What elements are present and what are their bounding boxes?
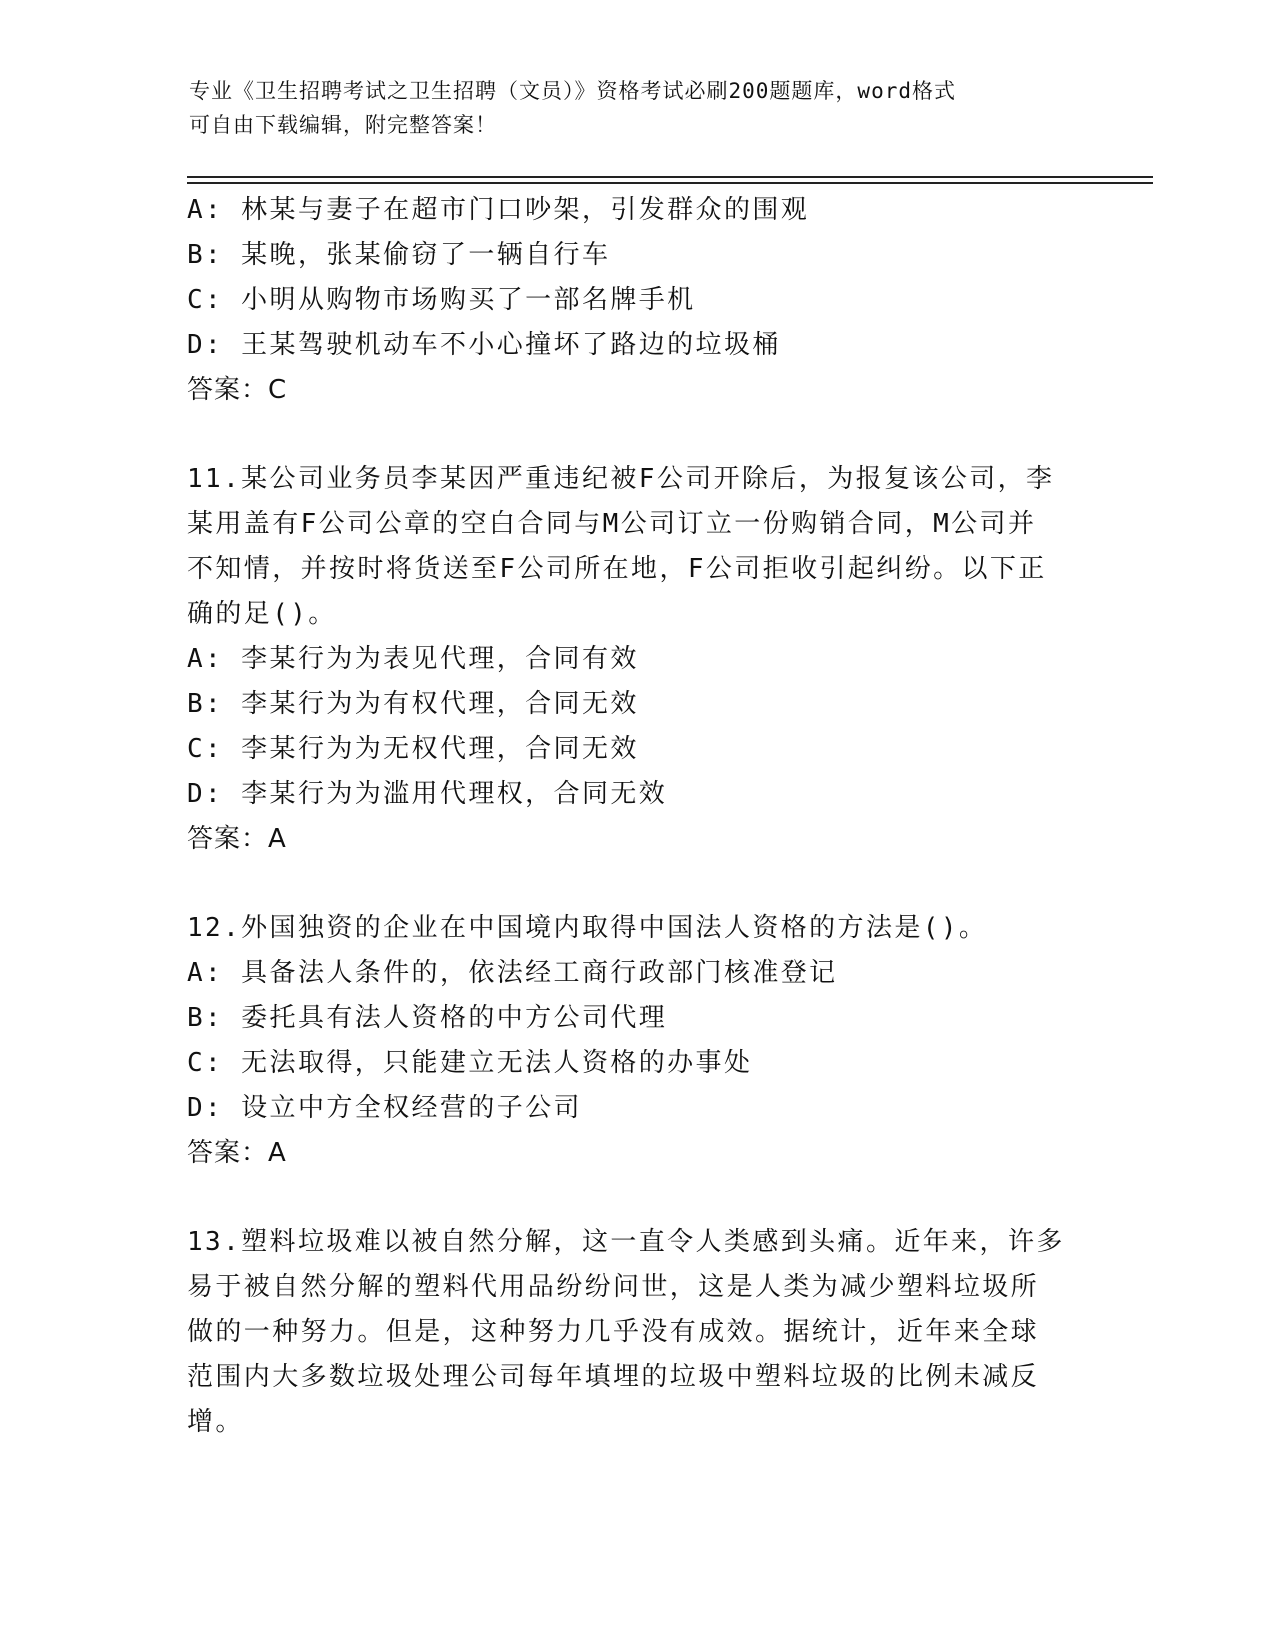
question-stem-line: 12.外国独资的企业在中国境内取得中国法人资格的方法是()。 <box>187 913 988 943</box>
option-a: A: 李某行为为表见代理，合同有效 <box>187 644 639 674</box>
option-b: B: 委托具有法人资格的中方公司代理 <box>187 1003 668 1033</box>
question-stem-line: 范围内大多数垃圾处理公司每年填埋的垃圾中塑料垃圾的比例未减反 <box>187 1362 1040 1392</box>
question-stem-line: 确的足()。 <box>187 599 337 629</box>
question-stem-line: 不知情，并按时将货送至F公司所在地，F公司拒收引起纠纷。以下正 <box>187 554 1047 584</box>
option-d: D: 王某驾驶机动车不小心撞坏了路边的垃圾桶 <box>187 330 781 360</box>
option-c: C: 无法取得，只能建立无法人资格的办事处 <box>187 1048 753 1078</box>
option-a: A: 具备法人条件的，依法经工商行政部门核准登记 <box>187 958 838 988</box>
answer-line: 答案：A <box>187 1138 287 1168</box>
spacer <box>187 1176 1087 1220</box>
header-divider-top <box>187 176 1153 178</box>
question-content <box>187 188 1087 1445</box>
question-stem-line: 11.某公司业务员李某因严重违纪被F公司开除后，为报复该公司，李 <box>187 464 1055 494</box>
question-13 <box>187 1220 1087 1445</box>
question-stem-line: 易于被自然分解的塑料代用品纷纷问世，这是人类为减少塑料垃圾所 <box>187 1272 1040 1302</box>
question-10 <box>187 188 1087 413</box>
answer-line: 答案：A <box>187 824 287 854</box>
option-d: D: 设立中方全权经营的子公司 <box>187 1093 582 1123</box>
header-divider-bottom <box>187 182 1153 184</box>
option-b: B: 李某行为为有权代理，合同无效 <box>187 689 639 719</box>
option-b: B: 某晚，张某偷窃了一辆自行车 <box>187 240 611 270</box>
option-c: C: 李某行为为无权代理，合同无效 <box>187 734 639 764</box>
question-stem-line: 增。 <box>187 1407 244 1437</box>
question-11 <box>187 457 1087 862</box>
spacer <box>187 862 1087 906</box>
header-title-line-2: 可自由下载编辑，附完整答案！ <box>189 113 497 137</box>
option-c: C: 小明从购物市场购买了一部名牌手机 <box>187 285 696 315</box>
option-a: A: 林某与妻子在超市门口吵架，引发群众的围观 <box>187 195 810 225</box>
question-stem-line: 做的一种努力。但是，这种努力几乎没有成效。据统计，近年来全球 <box>187 1317 1040 1347</box>
option-d: D: 李某行为为滥用代理权，合同无效 <box>187 779 668 809</box>
header-title-line-1: 专业《卫生招聘考试之卫生招聘（文员）》资格考试必刷200题题库，word格式 <box>189 79 956 103</box>
document-header <box>189 74 1089 142</box>
question-stem-line: 某用盖有F公司公章的空白合同与M公司订立一份购销合同，M公司并 <box>187 509 1037 539</box>
answer-line: 答案：C <box>187 375 288 405</box>
question-12 <box>187 906 1087 1176</box>
question-stem-line: 13.塑料垃圾难以被自然分解，这一直令人类感到头痛。近年来，许多 <box>187 1227 1065 1257</box>
spacer <box>187 413 1087 457</box>
